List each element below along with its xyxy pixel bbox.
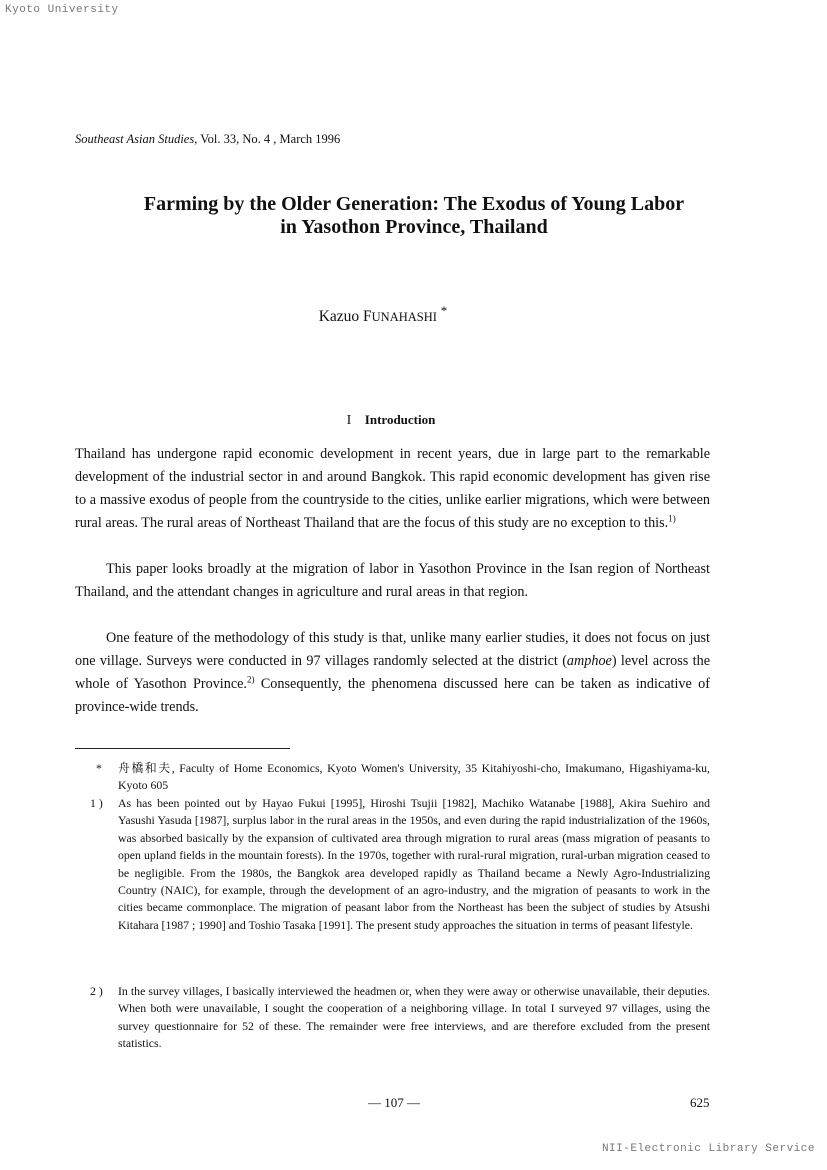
paragraph-3-emphasis: amphoe — [566, 653, 612, 669]
section-heading — [0, 412, 782, 429]
footnote-1 — [90, 795, 710, 934]
author-family — [363, 308, 437, 325]
volume-page-number: 625 — [690, 1095, 710, 1110]
footnote-divider — [75, 748, 290, 749]
footnote-1-mark: 1 ) — [90, 796, 103, 810]
journal-issue: Vol. 33, No. 4 , March 1996 — [200, 132, 341, 146]
paragraph-1-text: Thailand has undergone rapid economic development in recent years, due in large part to the remarkable development of the industrial sector in and around Bangkok. This rapid economic development has given rise to a massive exodus of people from the countryside to the cities, unlike earlier migrations, which were between rural areas. The rural areas of Northeast Thailand that are the focus of this study are no exception to this. — [75, 446, 710, 531]
title-line-1: Farming by the Older Generation: The Exodus of Young Labor — [143, 193, 685, 215]
paragraph-3-text-a: One feature of the methodology of this study is that, unlike many earlier studies, it does not focus on just one village. Surveys were conducted in 97 villages randomly selected at the district ( — [75, 630, 710, 669]
paragraph-2: This paper looks broadly at the migration of labor in Yasothon Province in the Isan region of Northeast Thailand, and the attendant changes in agriculture and rural areas in that region. — [75, 561, 710, 600]
footnote-1-text: As has been pointed out by Hayao Fukui [1995], Hiroshi Tsujii [1982], Machiko Watanabe [1988], Akira Suehiro and Yasushi Yasuda [1987], surplus labor in the rural areas in the 1950s, and even during the rapid industrialization of the 1960s, was absorbed basically by the expansion of cultivated area through migration to rural areas (mass migration of peasants to open upland fields in the mountain forests). In the 1970s, together with rural-rural migration, rural-urban migration ceased to be negligible. From the 1980s, the Bangkok area developed rapidly as Thailand became a Newly Agro-Industrializing Country (NAIC), for example, through the development of an agro-industry, and the migration of peasants to work in the cities became commonplace. The migration of peasant labor from the Northeast has been the subject of studies by Atsushi Kitahara [1987 ; 1990] and Toshio Tasaka [1991]. The present study approaches the situation in terms of peasant lifestyle. — [118, 796, 710, 932]
footnote-ref-1[interactable]: 1) — [668, 513, 676, 524]
paragraph-3 — [75, 627, 710, 719]
section-title: Introduction — [364, 412, 436, 427]
paragraph-3-text-c: Consequently, the phenomena discussed here can be taken as indicative of province-wide trends. — [75, 676, 710, 715]
footnote-author — [96, 760, 710, 795]
title-line-2: in Yasothon Province, Thailand — [280, 216, 548, 238]
paper-title — [60, 193, 768, 239]
journal-citation — [75, 132, 340, 147]
author-family-rest: UNAHASHI — [371, 310, 437, 324]
section-number: I — [346, 413, 352, 428]
paragraph-3-text-b: ) level across the whole of Yasothon Province. — [75, 653, 710, 692]
journal-name: Southeast Asian Studies, — [75, 132, 198, 146]
author-given: Kazuo — [318, 308, 360, 325]
footer-service: NII-Electronic Library Service — [601, 1143, 815, 1155]
footnote-2 — [90, 983, 710, 1053]
header-source: Kyoto University — [5, 4, 119, 16]
footnote-author-mark: * — [96, 761, 102, 775]
paragraph-1 — [75, 443, 710, 535]
author — [0, 302, 766, 326]
footnote-2-text: In the survey villages, I basically interviewed the headmen or, when they were away or otherwise unavailable, their deputies. When both were unavailable, I sought the cooperation of a neighboring village. In total I surveyed 97 villages, using the survey questionnaire for 52 of these. The remainder were free interviews, and are therefore excluded from the present statistics. — [118, 984, 710, 1051]
footnote-ref-2[interactable]: 2) — [246, 674, 255, 685]
footnote-author-text: 舟橋和夫, Faculty of Home Economics, Kyoto Women's University, 35 Kitahiyoshi-cho, Imakumano, Higashiyama-ku, Kyoto 605 — [118, 761, 710, 793]
author-mark: * — [440, 302, 448, 318]
page-number: — 107 — — [368, 1095, 420, 1110]
footnote-2-mark: 2 ) — [90, 984, 103, 998]
author-family-initial: F — [363, 308, 372, 325]
